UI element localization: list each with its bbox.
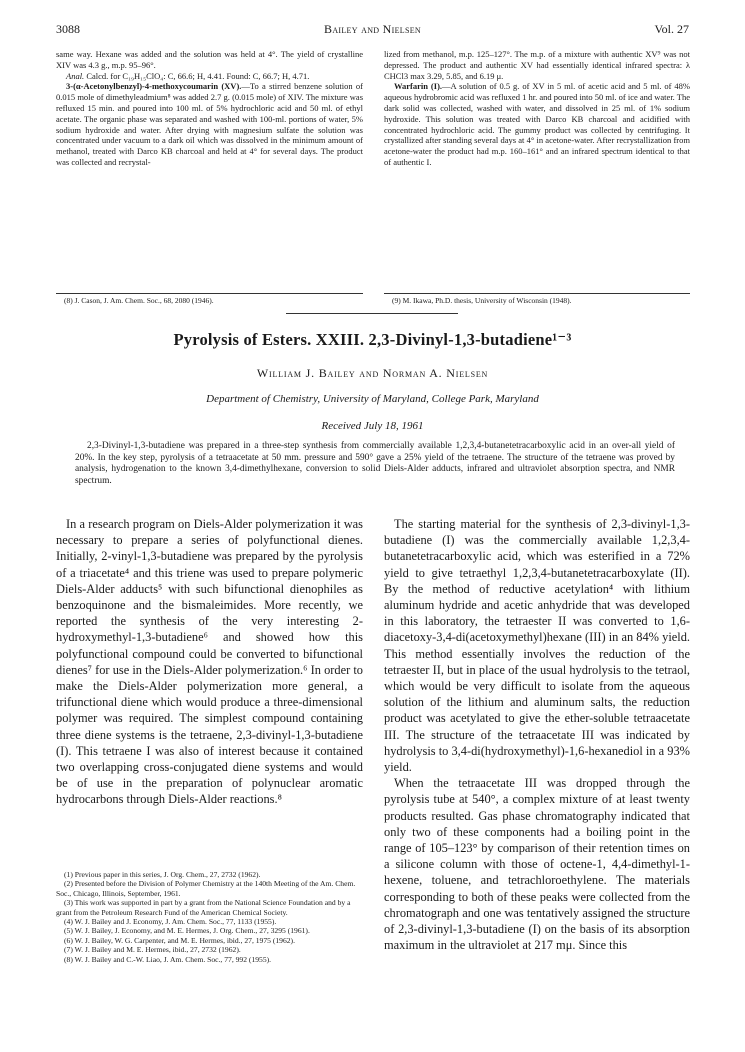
analysis-paragraph [56, 71, 363, 82]
compound-xv-title: 3-(α-Acetonylbenzyl)-4-methoxycoumarin (XV). [66, 81, 242, 92]
footnotes [56, 870, 363, 964]
article-affiliation: Department of Chemistry, University of Maryland, College Park, Maryland [206, 393, 539, 405]
page-number: 3088 [56, 22, 80, 36]
footnote-5: (5) W. J. Bailey, J. Economy, and M. E. Hermes, J. Org. Chem., 27, 3295 (1961). [64, 926, 310, 936]
compound-xv-text: —To a stirred benzene solution of 0.015 mole of dimethyleadmium⁸ was added 2.7 g. (0.015 mole) of XIV. The mixture was refluxed 15 min. and poured into 100 ml. of 5% hydrochloric acid and 50 ml. of ethyl acetate. The organic phase was separated and washed with 100-ml. portions of water, 5% sodium hydroxide and water. After drying with magnesium sulfate the solution was concentrated under vacuum to a dark oil which was dissolved in the minimum amount of methanol, treated with Darco KB charcoal and held at 4° for several days. The product was collected and recrystal- [56, 81, 364, 167]
synthesis-paragraph: The starting material for the synthesis of 2,3-divinyl-1,3-butadiene (I) was the commercially available 1,2,3,4-butanetetracarboxylic acid, which was esterified in a 72% yield to give tetraethyl 1,2,3,4-butanetetracarboxylate (II). By the method of reductive acetylation⁴ with lithium aluminum hydride and acetic anhydride that was developed in this laboratory, the tetraester II was converted to 1,6-diacetoxy-3,4-di(acetoxymethyl)hexane (III) in an 84% yield. This method essentially involves the reduction of the tetraester II, but in place of the usual hydrolysis to the tetraol, which would be very difficult to isolate from the aqueous solution of the lithium and aluminum salts, the reduction product was acetylated to give the ether-soluble tetraacetate III. The structure of the tetraacetate III was indicated by hydrolysis to 3,4-di(hydroxymethyl)-1,6-hexanediol in a 93% yield. [384, 517, 690, 775]
volume-label: Vol. 27 [654, 22, 689, 36]
body-left-column [56, 516, 363, 808]
compound-xv-paragraph [56, 81, 363, 167]
footnote-3: (3) This work was supported in part by a grant from the National Science Foundation and by a grant from the Petroleum Research Fund of the American Chemical Society. [56, 898, 351, 917]
footnote-8: (8) W. J. Bailey and C.-W. Liao, J. Am. Chem. Soc., 77, 992 (1955). [64, 954, 272, 964]
article-divider [286, 313, 458, 314]
footnote-2: (2) Presented before the Division of Polymer Chemistry at the 140th Meeting of the Am. Chem. Soc., Chicago, Illinois, September, 1961. [56, 879, 356, 898]
intro-paragraph: In a research program on Diels-Alder polymerization it was necessary to prepare a series of polyfunctional dienes. Initially, 2-vinyl-1,3-butadiene was prepared by the pyrolysis of a triacetate⁴ and this triene was used to prepare polymeric Diels-Alder adducts⁵ with such bifunctional dienophiles as benzoquinone and the bismaleimides. More recently, we reported the synthesis of the very interesting 2-hydroxymethyl-1,3-butadiene⁶ and showed how this polyfunctional compound could be converted to bifunctional dienes⁷ for use in the Diels-Alder polymerization.⁶ In order to make the Diels-Alder polymerization more general, a trifunctional diene which would produce a three-dimensional polymer was required. The simplest compound containing three diene systems is the tetraene, 2,3-divinyl-1,3-butadiene (I). This tetraene I was also of interest because it contained two overlapping cross-conjugated diene systems and would be of use in the preparation of polynuclear aromatic hydrocarbons through Diels-Alder reactions.⁸ [56, 517, 363, 807]
prev-article-text: same way. Hexane was added and the solution was held at 4°. The yield of crystalline XIV was 4.3 g., m.p. 95–96°. [56, 49, 363, 70]
footnote-4: (4) W. J. Bailey and J. Economy, J. Am. Chem. Soc., 77, 1133 (1955). [64, 917, 277, 927]
article-authors: William J. Bailey and Norman A. Nielsen [256, 366, 489, 380]
body-right-column [384, 516, 690, 953]
warfarin-paragraph [384, 81, 690, 167]
analysis-label: Anal. [66, 70, 85, 81]
warfarin-title: Warfarin (I). [394, 81, 443, 92]
top-right-column [384, 49, 690, 168]
recrystallization-text: lized from methanol, m.p. 125–127°. The m.p. of a mixture with authentic XV⁹ was not depressed. The product and authentic XV had essentially identical infrared spectra: λ CHCl3 max 3.29, 5.85, and 6.19 μ. [384, 49, 690, 81]
article-title: Pyrolysis of Esters. XXIII. 2,3-Divinyl-1,3-butadiene¹⁻³ [173, 330, 572, 349]
footnote-6: (6) W. J. Bailey, W. G. Carpenter, and M. E. Hermes, ibid., 27, 1975 (1962). [64, 935, 295, 945]
received-date: Received July 18, 1961 [321, 420, 424, 432]
running-title: Bailey and Nielsen [324, 22, 421, 36]
warfarin-text: —A solution of 0.5 g. of XV in 5 ml. of acetic acid and 5 ml. of 48% aqueous hydrobromic acid was refluxed 1 hr. and poured into 50 ml. of ice and water. The dark solid was collected, washed with water, and dissolved in 25 ml. of 1% sodium hydroxide. This solution was treated with Darco KB charcoal and acidified with concentrated hydrochloric acid. The gummy product was collected by centrifuging. It crystallized after standing several days at 4° in acetone-water. After recrystallization from acetone-water the product had m.p. 160–161° and an infrared spectrum identical to that of authentic I. [384, 81, 691, 167]
footnote-9-top: (9) M. Ikawa, Ph.D. thesis, University of Wisconsin (1948). [392, 296, 572, 305]
footnote-rule-right [384, 293, 690, 294]
footnote-7: (7) W. J. Bailey and M. E. Hermes, ibid., 27, 2732 (1962). [64, 945, 241, 955]
pyrolysis-paragraph: When the tetraacetate III was dropped through the pyrolysis tube at 540°, a complex mixture of at least twenty products resulted. Gas phase chromatography indicated that only two of these components had a boiling point in the range of 105–123° by comparison of their retention times on a silicone column with those of octene-1, 4,4-dimethyl-1-hexene, toluene, and tetrachloroethylene. The materials corresponding to both of these peaks were collected from the chromatograph and one was tentatively assigned the structure of 2,3-divinyl-1,3-butadiene (I) on the basis of its absorption maximum in the ultraviolet at 217 mμ. Since this [384, 776, 690, 953]
footnote-rule-left [56, 293, 363, 294]
footnote-8-top: (8) J. Cason, J. Am. Chem. Soc., 68, 2080 (1946). [64, 296, 214, 305]
top-left-column [56, 49, 363, 168]
footnote-1: (1) Previous paper in this series, J. Org. Chem., 27, 2732 (1962). [64, 870, 261, 879]
abstract: 2,3-Divinyl-1,3-butadiene was prepared in a three-step synthesis from commercially available 1,2,3,4-butanetetracarboxylic acid in an over-all yield of 20%. In the key step, pyrolysis of a tetraacetate at 50 mm. pressure and 590° gave a 25% yield of the tetraene. The structure of the tetraene was proved by analysis, hydrogenation to the known 3,4-dimethylhexane, conversion to solid Diels-Alder adducts, infrared and ultraviolet absorption spectra, and NMR spectrum. [75, 441, 675, 486]
analysis-text: Calcd. for C₁₉H₁₅ClO₄: C, 66.6; H, 4.41. Found: C, 66.7; H, 4.71. [86, 70, 310, 81]
